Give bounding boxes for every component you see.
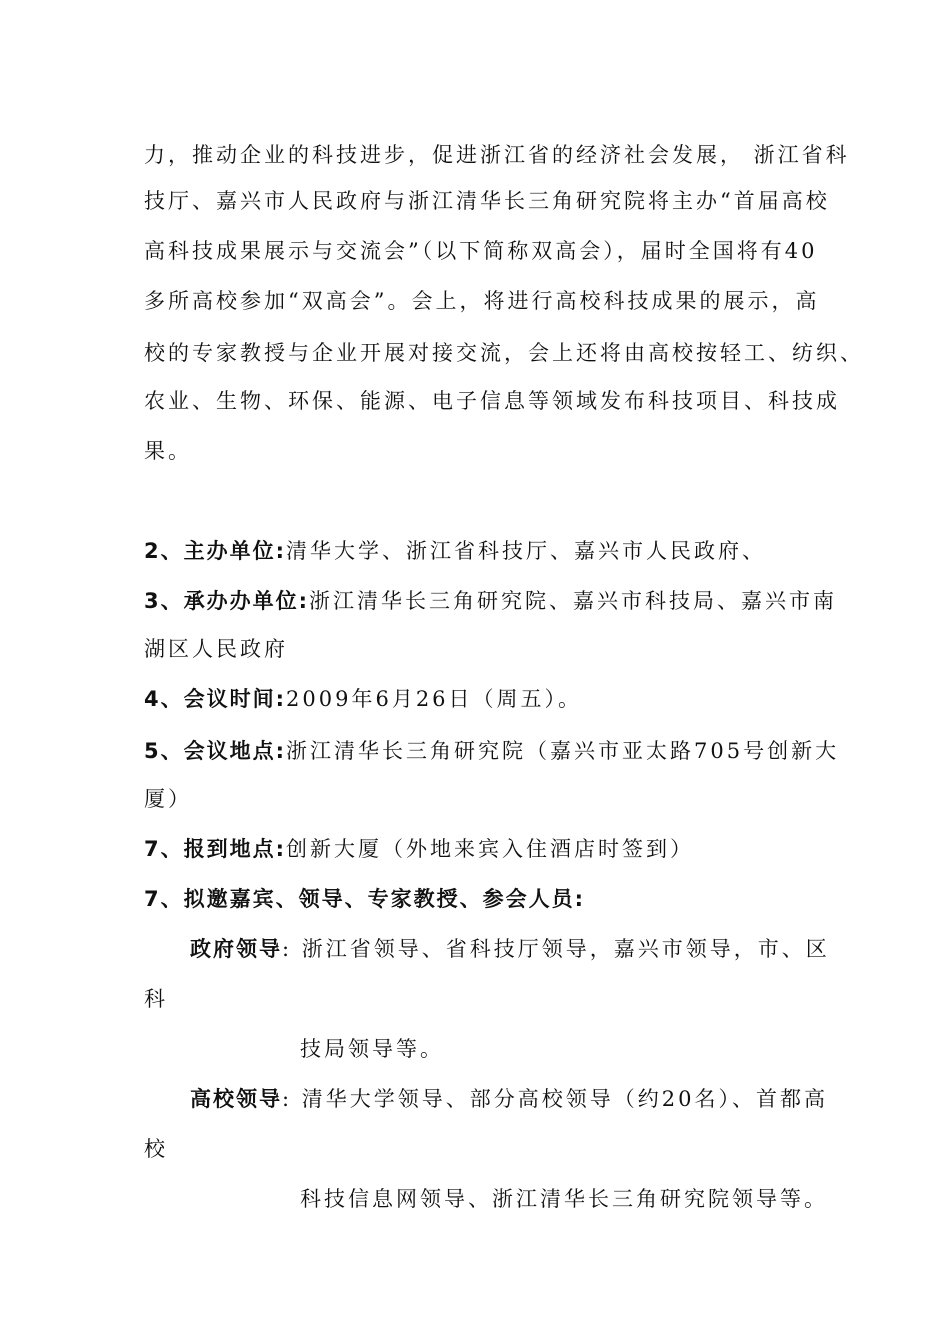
intro-line-4: 多所高校参加“双高会”。会上，将进行高校科技成果的展示，高: [144, 289, 820, 313]
venue-line: [144, 736, 839, 766]
organizer-line: [144, 536, 766, 566]
university-leaders-continuation: 科技信息网领导、浙江清华长三角研究院领导等。: [300, 1187, 828, 1211]
government-leaders-value: : 浙江省领导、省科技厅领导，嘉兴市领导，市、区: [282, 937, 830, 961]
registration-label: 7、报到地点:: [144, 837, 287, 861]
co-organizer-value: 浙江清华长三角研究院、嘉兴市科技局、嘉兴市南: [309, 589, 838, 613]
intro-line-7: 果。: [144, 439, 192, 463]
registration-value: 创新大厦（外地来宾入住酒店时签到）: [286, 837, 695, 861]
university-leaders-label: 高校领导: [190, 1087, 282, 1111]
venue-value: 浙江清华长三角研究院（嘉兴市亚太路705号创新大: [286, 739, 840, 763]
time-label: 4、会议时间:: [144, 687, 287, 711]
intro-line-2: 技厅、嘉兴市人民政府与浙江清华长三角研究院将主办“首届高校: [144, 189, 830, 213]
guests-label: 7、拟邀嘉宾、领导、专家教授、参会人员:: [144, 887, 586, 911]
co-organizer-continuation: 湖区人民政府: [144, 637, 288, 661]
university-leaders-line: [190, 1084, 828, 1114]
registration-line: [144, 834, 694, 864]
government-leaders-line: [190, 934, 830, 964]
venue-continuation: 厦）: [144, 787, 192, 811]
intro-line-6: 农业、生物、环保、能源、电子信息等领域发布科技项目、科技成: [144, 389, 840, 413]
government-leaders-wrap: 科: [144, 987, 168, 1011]
co-organizer-line: [144, 586, 837, 616]
organizer-value: 清华大学、浙江省科技厅、嘉兴市人民政府、: [286, 539, 767, 563]
university-leaders-value: : 清华大学领导、部分高校领导（约20名）、首都高: [282, 1087, 828, 1111]
guests-heading: [144, 884, 585, 914]
time-value: 2009年6月26日（周五）。: [286, 687, 583, 711]
intro-line-3: 高科技成果展示与交流会”（以下简称双高会），届时全国将有40: [144, 239, 818, 263]
intro-line-5: 校的专家教授与企业开展对接交流，会上还将由高校按轻工、纺织、: [144, 341, 864, 365]
venue-label: 5、会议地点:: [144, 739, 287, 763]
government-leaders-label: 政府领导: [190, 937, 282, 961]
government-leaders-continuation: 技局领导等。: [300, 1037, 444, 1061]
organizer-label: 2、主办单位:: [144, 539, 287, 563]
co-organizer-label: 3、承办办单位:: [144, 589, 310, 613]
intro-line-1: 力，推动企业的科技进步，促进浙江省的经济社会发展， 浙江省科: [144, 143, 850, 167]
university-leaders-wrap: 校: [144, 1137, 168, 1161]
time-line: [144, 684, 582, 714]
